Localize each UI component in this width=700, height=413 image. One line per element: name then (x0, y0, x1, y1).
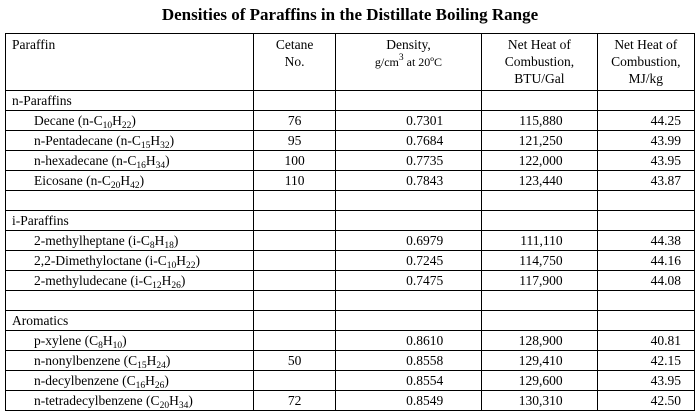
compound-name-part: 2-methylheptane (i-C (34, 233, 150, 248)
cetane-value: 72 (254, 391, 335, 411)
compound-name-part: n-hexadecane (n-C (34, 153, 137, 168)
density-value: 0.8558 (335, 351, 481, 371)
spacer-cell (335, 291, 481, 311)
header-btu-line1: Net Heat of (507, 37, 571, 52)
cetane-value: 100 (254, 151, 335, 171)
table-row (6, 151, 695, 171)
mj-value: 44.08 (597, 271, 694, 291)
spacer-cell (254, 191, 335, 211)
cetane-value: 110 (254, 171, 335, 191)
hydrogen-count: 42 (130, 181, 140, 191)
group-empty-cell (254, 91, 335, 111)
compound-name-part: Decane (n-C (34, 113, 103, 128)
group-row (6, 311, 695, 331)
compound-name-part: ) (139, 173, 145, 188)
carbon-count: 10 (102, 121, 113, 131)
btu-value: 129,410 (482, 351, 597, 371)
cetane-value: 76 (254, 111, 335, 131)
group-name: i-Paraffins (6, 211, 254, 231)
density-value: 0.7301 (335, 111, 481, 131)
compound-name-part: n-Pentadecane (n-C (34, 133, 141, 148)
density-value: 0.7475 (335, 271, 481, 291)
hydrogen-count: 10 (112, 341, 123, 351)
spacer-cell (482, 191, 597, 211)
mj-value: 44.25 (597, 111, 694, 131)
group-empty-cell (597, 311, 694, 331)
header-mj-line2: Combustion, (611, 54, 681, 69)
compound-name-part: ) (165, 353, 171, 368)
compound-name-part: H (176, 253, 186, 268)
cetane-value (254, 251, 335, 271)
compound-name (6, 171, 254, 191)
table-row (6, 231, 695, 251)
density-value: 0.7843 (335, 171, 481, 191)
btu-value: 115,880 (482, 111, 597, 131)
table-row (6, 271, 695, 291)
hydrogen-count: 34 (155, 161, 166, 171)
density-value: 0.7245 (335, 251, 481, 271)
header-cetane-line2: No. (284, 54, 305, 69)
carbon-count: 10 (166, 261, 177, 271)
compound-name-part: H (154, 233, 165, 248)
mj-value: 40.81 (597, 331, 694, 351)
compound-name-part: H (120, 173, 131, 188)
density-value: 0.8554 (335, 371, 481, 391)
spacer-cell (597, 291, 694, 311)
compound-name (6, 351, 254, 371)
compound-name-part: n-nonylbenzene (C (34, 353, 138, 368)
compound-name-part: ) (131, 113, 136, 128)
density-value: 0.7735 (335, 151, 481, 171)
mj-value: 43.87 (597, 171, 694, 191)
header-paraffin-label: Paraffin (12, 37, 56, 52)
cetane-value: 95 (254, 131, 335, 151)
hydrogen-count: 32 (160, 141, 170, 151)
density-value: 0.6979 (335, 231, 481, 251)
btu-value: 121,250 (482, 131, 597, 151)
header-mj-line3: MJ/kg (628, 71, 664, 86)
cetane-value (254, 331, 335, 351)
compound-name (6, 111, 254, 131)
table-row (6, 351, 695, 371)
spacer-cell (482, 291, 597, 311)
compound-name-part: H (161, 273, 172, 288)
carbon-count: 20 (110, 181, 121, 191)
btu-value: 123,440 (482, 171, 597, 191)
compound-name-part: ) (122, 333, 127, 348)
btu-value: 130,310 (482, 391, 597, 411)
compound-name-part: ) (180, 273, 186, 288)
header-row (6, 34, 695, 91)
compound-name (6, 231, 254, 251)
spacer-cell (597, 191, 694, 211)
spacer-cell (6, 191, 254, 211)
group-name: n-Paraffins (6, 91, 254, 111)
group-empty-cell (482, 311, 597, 331)
carbon-count: 12 (152, 281, 162, 291)
mj-value: 44.16 (597, 251, 694, 271)
carbon-count: 8 (149, 241, 155, 251)
page-title: Densities of Paraffins in the Distillate Boiling Range (161, 5, 539, 24)
spacer-row (6, 291, 695, 311)
header-cetane-line1: Cetane (275, 37, 314, 52)
header-paraffin (6, 34, 254, 91)
spacer-cell (254, 291, 335, 311)
btu-value: 122,000 (482, 151, 597, 171)
compound-name (6, 271, 254, 291)
header-btu-line2: Combustion, (504, 54, 575, 69)
table-row (6, 251, 695, 271)
compound-name-part: ) (173, 233, 179, 248)
group-empty-cell (335, 91, 481, 111)
header-density (335, 34, 481, 91)
cetane-value (254, 271, 335, 291)
btu-value: 114,750 (482, 251, 597, 271)
header-mj-line1: Net Heat of (614, 37, 678, 52)
table-row (6, 111, 695, 131)
hydrogen-count: 26 (154, 381, 165, 391)
hydrogen-count: 26 (171, 281, 181, 291)
mj-value: 43.99 (597, 131, 694, 151)
cetane-value: 50 (254, 351, 335, 371)
compound-name-part: p-xylene (C (34, 333, 99, 348)
table-row (6, 391, 695, 411)
group-empty-cell (597, 91, 694, 111)
compound-name-part: H (102, 333, 113, 348)
compound-name (6, 391, 254, 411)
group-empty-cell (597, 211, 694, 231)
cetane-value (254, 231, 335, 251)
header-btu (482, 34, 597, 91)
spacer-cell (335, 191, 481, 211)
btu-value: 117,900 (482, 271, 597, 291)
carbon-count: 15 (137, 361, 147, 371)
compound-name-part: n-decylbenzene (C (34, 373, 136, 388)
hydrogen-count: 22 (185, 261, 196, 271)
density-value: 0.8549 (335, 391, 481, 411)
group-row (6, 91, 695, 111)
compound-name-part: H (145, 153, 156, 168)
header-btu-line3: BTU/Gal (514, 71, 565, 86)
header-cetane (254, 34, 335, 91)
header-mj (597, 34, 694, 91)
group-empty-cell (482, 91, 597, 111)
carbon-count: 16 (136, 161, 146, 171)
carbon-count: 8 (98, 341, 103, 351)
spacer-cell (6, 291, 254, 311)
mj-value: 43.95 (597, 151, 694, 171)
group-empty-cell (254, 211, 335, 231)
hydrogen-count: 18 (164, 241, 174, 251)
compound-name-part: 2,2-Dimethyloctane (i-C (34, 253, 167, 268)
table-row (6, 371, 695, 391)
hydrogen-count: 24 (156, 361, 166, 371)
table-row (6, 331, 695, 351)
hydrogen-count: 22 (121, 121, 132, 131)
table-row (6, 131, 695, 151)
compound-name-part: ) (188, 393, 193, 408)
btu-value: 129,600 (482, 371, 597, 391)
compound-name (6, 371, 254, 391)
group-empty-cell (254, 311, 335, 331)
compound-name-part: ) (195, 253, 200, 268)
btu-value: 111,110 (482, 231, 597, 251)
group-row (6, 211, 695, 231)
btu-value: 128,900 (482, 331, 597, 351)
density-value: 0.8610 (335, 331, 481, 351)
mj-value: 42.50 (597, 391, 694, 411)
compound-name (6, 331, 254, 351)
compound-name-part: H (112, 113, 122, 128)
mj-value: 43.95 (597, 371, 694, 391)
mj-value: 44.38 (597, 231, 694, 251)
compound-name-part: H (169, 393, 179, 408)
mj-value: 42.15 (597, 351, 694, 371)
compound-name-part: H (146, 353, 157, 368)
cetane-value (254, 371, 335, 391)
carbon-count: 15 (140, 141, 151, 151)
paraffin-density-table (5, 33, 695, 411)
header-density-unit (375, 55, 442, 69)
group-empty-cell (482, 211, 597, 231)
spacer-row (6, 191, 695, 211)
carbon-count: 20 (159, 401, 170, 411)
header-density-unit-sup: 3 (398, 53, 404, 63)
compound-name (6, 131, 254, 151)
compound-name-part: 2-methyludecane (i-C (34, 273, 153, 288)
compound-name-part: Eicosane (n-C (34, 173, 111, 188)
group-name: Aromatics (6, 311, 254, 331)
header-density-unit-a: g/cm (374, 55, 399, 69)
table-row (6, 171, 695, 191)
compound-name-part: ) (164, 373, 169, 388)
header-density-unit-b: at 20ºC (403, 55, 443, 69)
compound-name-part: ) (169, 133, 175, 148)
group-empty-cell (335, 211, 481, 231)
compound-name (6, 151, 254, 171)
header-density-line1: Density, (386, 37, 431, 52)
compound-name-part: n-tetradecylbenzene (C (34, 393, 160, 408)
group-empty-cell (335, 311, 481, 331)
compound-name-part: ) (165, 153, 170, 168)
compound-name-part: H (150, 133, 161, 148)
compound-name (6, 251, 254, 271)
carbon-count: 16 (135, 381, 146, 391)
density-value: 0.7684 (335, 131, 481, 151)
compound-name-part: H (145, 373, 155, 388)
hydrogen-count: 34 (178, 401, 189, 411)
